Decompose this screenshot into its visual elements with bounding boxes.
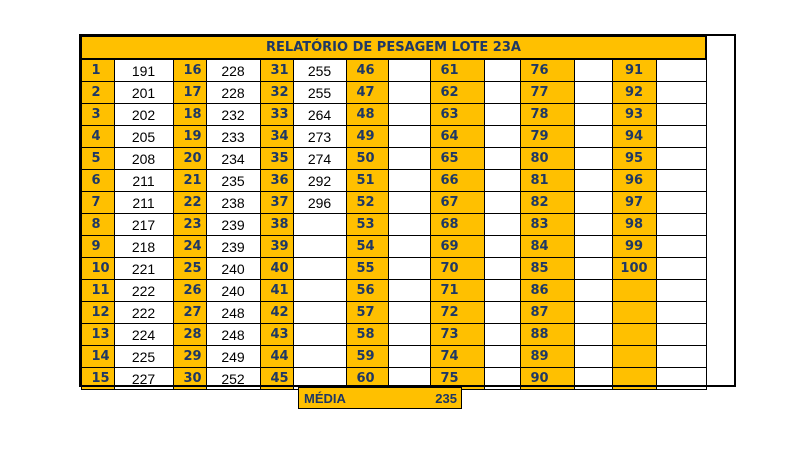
- weight-cell: [293, 302, 346, 324]
- weight-cell: [656, 170, 706, 192]
- weight-cell: [388, 170, 430, 192]
- weight-cell: [656, 104, 706, 126]
- weight-cell: [293, 280, 346, 302]
- report-title: RELATÓRIO DE PESAGEM LOTE 23A: [81, 36, 706, 59]
- table-row: [81, 126, 706, 148]
- table-row: [81, 170, 706, 192]
- weight-cell: [656, 324, 706, 346]
- animal-number-cell: 74: [430, 346, 484, 368]
- weight-cell: 228: [206, 82, 260, 104]
- weight-cell: [484, 368, 520, 390]
- animal-number-cell: 63: [430, 104, 484, 126]
- animal-number-cell: 6: [81, 170, 114, 192]
- weight-cell: [388, 302, 430, 324]
- weight-cell: [388, 148, 430, 170]
- weight-cell: 273: [293, 126, 346, 148]
- animal-number-cell: 83: [520, 214, 574, 236]
- animal-number-cell: 60: [346, 368, 388, 390]
- weight-cell: 211: [114, 170, 173, 192]
- weight-cell: [484, 82, 520, 104]
- weight-cell: [656, 59, 706, 82]
- table-row: [81, 236, 706, 258]
- weight-cell: 248: [206, 302, 260, 324]
- animal-number-cell: 47: [346, 82, 388, 104]
- animal-number-cell: 48: [346, 104, 388, 126]
- weight-cell: 218: [114, 236, 173, 258]
- animal-number-cell: 86: [520, 280, 574, 302]
- animal-number-cell: 49: [346, 126, 388, 148]
- weight-cell: 264: [293, 104, 346, 126]
- weight-cell: [574, 82, 612, 104]
- animal-number-cell: 87: [520, 302, 574, 324]
- animal-number-cell: 20: [173, 148, 206, 170]
- weight-cell: [388, 192, 430, 214]
- animal-number-cell: 85: [520, 258, 574, 280]
- animal-number-cell: 100: [612, 258, 656, 280]
- weight-cell: 221: [114, 258, 173, 280]
- animal-number-cell: 71: [430, 280, 484, 302]
- animal-number-cell: 52: [346, 192, 388, 214]
- weight-cell: 227: [114, 368, 173, 390]
- animal-number-cell: 77: [520, 82, 574, 104]
- animal-number-cell: 42: [260, 302, 293, 324]
- animal-number-cell: 12: [81, 302, 114, 324]
- animal-number-cell: 91: [612, 59, 656, 82]
- weight-cell: 225: [114, 346, 173, 368]
- animal-number-cell: 37: [260, 192, 293, 214]
- weight-cell: 234: [206, 148, 260, 170]
- table-row: [81, 148, 706, 170]
- animal-number-cell: 8: [81, 214, 114, 236]
- animal-number-cell: 25: [173, 258, 206, 280]
- animal-number-cell: 40: [260, 258, 293, 280]
- table-row: [81, 214, 706, 236]
- animal-number-cell: 18: [173, 104, 206, 126]
- animal-number-cell: 24: [173, 236, 206, 258]
- animal-number-cell: 84: [520, 236, 574, 258]
- animal-number-cell: 61: [430, 59, 484, 82]
- weight-cell: [574, 346, 612, 368]
- animal-number-cell: 82: [520, 192, 574, 214]
- table-row: [81, 324, 706, 346]
- weight-cell: [388, 59, 430, 82]
- animal-number-cell: 75: [430, 368, 484, 390]
- animal-number-cell: 58: [346, 324, 388, 346]
- animal-number-cell: 36: [260, 170, 293, 192]
- animal-number-cell: 66: [430, 170, 484, 192]
- animal-number-cell: 21: [173, 170, 206, 192]
- weight-cell: 233: [206, 126, 260, 148]
- weight-cell: 224: [114, 324, 173, 346]
- weight-cell: 202: [114, 104, 173, 126]
- animal-number-cell: 89: [520, 346, 574, 368]
- weight-cell: 248: [206, 324, 260, 346]
- animal-number-cell: 55: [346, 258, 388, 280]
- weight-cell: 208: [114, 148, 173, 170]
- animal-number-cell: 98: [612, 214, 656, 236]
- weight-cell: [484, 170, 520, 192]
- animal-number-cell: 78: [520, 104, 574, 126]
- weight-cell: [574, 148, 612, 170]
- weight-cell: 252: [206, 368, 260, 390]
- animal-number-cell: 50: [346, 148, 388, 170]
- weight-cell: [293, 214, 346, 236]
- weight-cell: [656, 126, 706, 148]
- weight-cell: [388, 82, 430, 104]
- table-row: [81, 82, 706, 104]
- average-label: MÉDIA: [304, 391, 346, 406]
- weight-cell: 274: [293, 148, 346, 170]
- animal-number-cell: 97: [612, 192, 656, 214]
- weight-cell: 217: [114, 214, 173, 236]
- weight-cell: [388, 258, 430, 280]
- animal-number-cell: 7: [81, 192, 114, 214]
- average-value: 235: [435, 391, 457, 406]
- animal-number-cell: 53: [346, 214, 388, 236]
- animal-number-cell: 19: [173, 126, 206, 148]
- animal-number-cell: 92: [612, 82, 656, 104]
- table-row: [81, 104, 706, 126]
- animal-number-cell: 33: [260, 104, 293, 126]
- weight-cell: 239: [206, 236, 260, 258]
- table-row: [81, 59, 706, 82]
- weight-cell: [484, 236, 520, 258]
- animal-number-cell: 31: [260, 59, 293, 82]
- weight-cell: 232: [206, 104, 260, 126]
- weight-cell: 292: [293, 170, 346, 192]
- weight-cell: 296: [293, 192, 346, 214]
- weight-cell: [388, 104, 430, 126]
- weight-cell: [574, 126, 612, 148]
- animal-number-cell: 64: [430, 126, 484, 148]
- weight-cell: 222: [114, 302, 173, 324]
- weight-cell: 228: [206, 59, 260, 82]
- animal-number-cell: [612, 280, 656, 302]
- animal-number-cell: 1: [81, 59, 114, 82]
- animal-number-cell: 30: [173, 368, 206, 390]
- weight-cell: [484, 346, 520, 368]
- animal-number-cell: 79: [520, 126, 574, 148]
- weight-cell: [656, 280, 706, 302]
- weight-cell: 191: [114, 59, 173, 82]
- animal-number-cell: [612, 368, 656, 390]
- weight-cell: 235: [206, 170, 260, 192]
- weight-cell: [484, 192, 520, 214]
- weight-cell: 240: [206, 280, 260, 302]
- animal-number-cell: 90: [520, 368, 574, 390]
- animal-number-cell: 62: [430, 82, 484, 104]
- animal-number-cell: [612, 324, 656, 346]
- animal-number-cell: 51: [346, 170, 388, 192]
- weight-cell: [293, 258, 346, 280]
- weight-cell: [484, 148, 520, 170]
- weight-cell: 205: [114, 126, 173, 148]
- animal-number-cell: [612, 346, 656, 368]
- animal-number-cell: 67: [430, 192, 484, 214]
- animal-number-cell: 95: [612, 148, 656, 170]
- animal-number-cell: 46: [346, 59, 388, 82]
- weight-cell: 238: [206, 192, 260, 214]
- animal-number-cell: 13: [81, 324, 114, 346]
- animal-number-cell: 35: [260, 148, 293, 170]
- animal-number-cell: 23: [173, 214, 206, 236]
- weight-cell: [574, 368, 612, 390]
- animal-number-cell: 54: [346, 236, 388, 258]
- animal-number-cell: 4: [81, 126, 114, 148]
- weight-cell: [574, 302, 612, 324]
- weight-cell: [656, 346, 706, 368]
- animal-number-cell: 2: [81, 82, 114, 104]
- weight-cell: 201: [114, 82, 173, 104]
- weight-cell: [574, 104, 612, 126]
- animal-number-cell: 68: [430, 214, 484, 236]
- animal-number-cell: 59: [346, 346, 388, 368]
- weight-cell: [656, 236, 706, 258]
- animal-number-cell: 10: [81, 258, 114, 280]
- table-row: [81, 302, 706, 324]
- weight-cell: [656, 148, 706, 170]
- animal-number-cell: 16: [173, 59, 206, 82]
- animal-number-cell: 22: [173, 192, 206, 214]
- weight-cell: [484, 126, 520, 148]
- weight-cell: [484, 104, 520, 126]
- animal-number-cell: 27: [173, 302, 206, 324]
- weight-cell: [574, 192, 612, 214]
- animal-number-cell: 14: [81, 346, 114, 368]
- weight-cell: [484, 280, 520, 302]
- weight-cell: [574, 59, 612, 82]
- animal-number-cell: 56: [346, 280, 388, 302]
- weight-cell: [388, 236, 430, 258]
- animal-number-cell: 44: [260, 346, 293, 368]
- weight-cell: [388, 214, 430, 236]
- weight-cell: [388, 324, 430, 346]
- weight-cell: [484, 302, 520, 324]
- animal-number-cell: 45: [260, 368, 293, 390]
- weight-cell: [574, 324, 612, 346]
- weight-cell: [574, 280, 612, 302]
- animal-number-cell: 72: [430, 302, 484, 324]
- weight-cell: 222: [114, 280, 173, 302]
- weight-cell: [656, 82, 706, 104]
- weight-cell: [388, 346, 430, 368]
- title-row: [81, 36, 706, 59]
- average-box: [298, 387, 462, 409]
- animal-number-cell: 26: [173, 280, 206, 302]
- animal-number-cell: 5: [81, 148, 114, 170]
- weight-cell: 255: [293, 82, 346, 104]
- table-row: [81, 346, 706, 368]
- animal-number-cell: [612, 302, 656, 324]
- weight-cell: [388, 280, 430, 302]
- animal-number-cell: 34: [260, 126, 293, 148]
- weight-cell: [388, 126, 430, 148]
- table-row: [81, 258, 706, 280]
- weight-cell: [574, 214, 612, 236]
- animal-number-cell: 80: [520, 148, 574, 170]
- animal-number-cell: 99: [612, 236, 656, 258]
- weight-cell: [484, 214, 520, 236]
- weight-cell: [656, 192, 706, 214]
- animal-number-cell: 32: [260, 82, 293, 104]
- animal-number-cell: 57: [346, 302, 388, 324]
- animal-number-cell: 94: [612, 126, 656, 148]
- animal-number-cell: 69: [430, 236, 484, 258]
- animal-number-cell: 28: [173, 324, 206, 346]
- animal-number-cell: 9: [81, 236, 114, 258]
- animal-number-cell: 81: [520, 170, 574, 192]
- weight-cell: 211: [114, 192, 173, 214]
- animal-number-cell: 65: [430, 148, 484, 170]
- weight-cell: 240: [206, 258, 260, 280]
- weighing-report-table: [80, 35, 707, 390]
- animal-number-cell: 15: [81, 368, 114, 390]
- animal-number-cell: 38: [260, 214, 293, 236]
- weight-cell: 249: [206, 346, 260, 368]
- weight-cell: [574, 236, 612, 258]
- animal-number-cell: 73: [430, 324, 484, 346]
- weight-cell: [293, 324, 346, 346]
- animal-number-cell: 43: [260, 324, 293, 346]
- weight-cell: 239: [206, 214, 260, 236]
- weight-cell: [656, 302, 706, 324]
- animal-number-cell: 70: [430, 258, 484, 280]
- weight-cell: 255: [293, 59, 346, 82]
- animal-number-cell: 17: [173, 82, 206, 104]
- animal-number-cell: 96: [612, 170, 656, 192]
- table-row: [81, 280, 706, 302]
- animal-number-cell: 11: [81, 280, 114, 302]
- animal-number-cell: 93: [612, 104, 656, 126]
- animal-number-cell: 39: [260, 236, 293, 258]
- weight-cell: [656, 368, 706, 390]
- weight-cell: [574, 258, 612, 280]
- weight-cell: [484, 59, 520, 82]
- animal-number-cell: 29: [173, 346, 206, 368]
- animal-number-cell: 88: [520, 324, 574, 346]
- weight-cell: [656, 214, 706, 236]
- weight-cell: [293, 236, 346, 258]
- animal-number-cell: 76: [520, 59, 574, 82]
- animal-number-cell: 41: [260, 280, 293, 302]
- weight-cell: [574, 170, 612, 192]
- weight-cell: [656, 258, 706, 280]
- weight-cell: [484, 324, 520, 346]
- weight-cell: [293, 346, 346, 368]
- animal-number-cell: 3: [81, 104, 114, 126]
- weight-cell: [484, 258, 520, 280]
- table-row: [81, 192, 706, 214]
